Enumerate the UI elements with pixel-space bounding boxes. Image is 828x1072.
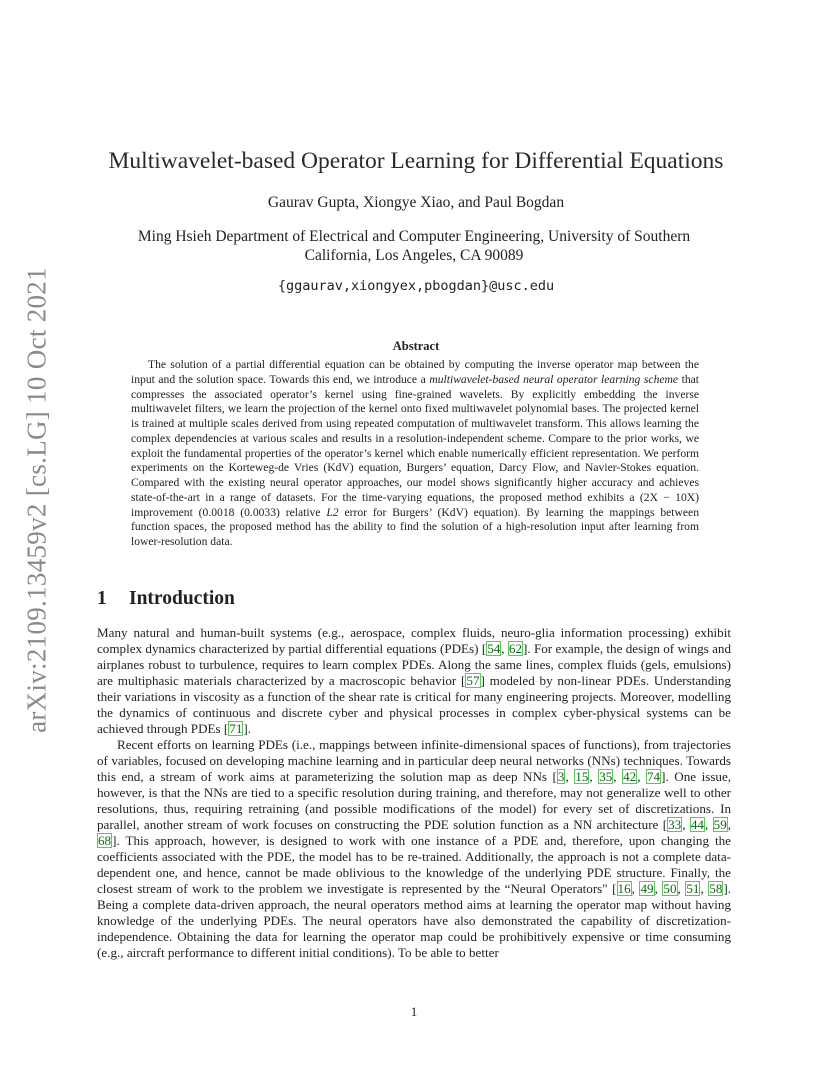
citation-link[interactable]: 15 <box>575 769 589 784</box>
arxiv-sidebar <box>21 267 52 733</box>
page-number: 1 <box>410 1004 418 1019</box>
citation-link[interactable]: 71 <box>229 721 243 736</box>
abstract-run: error for Burgers’ (KdV) equation). By learning the mappings between function spaces, the proposed method has the ability to find the solution of a high-resolution input after learning from lower-resolution data. <box>131 505 699 548</box>
affiliation-line-2: California, Los Angeles, CA 90089 <box>304 247 524 264</box>
arxiv-identifier: arXiv:2109.13459v2 [cs.LG] 10 Oct 2021 <box>21 267 52 733</box>
citation-link[interactable]: 62 <box>508 641 522 656</box>
citation-link[interactable]: 35 <box>599 769 613 784</box>
citation-link[interactable]: 50 <box>663 881 677 896</box>
intro-paragraph-2: Recent efforts on learning PDEs (i.e., mappings between infinite-dimensional spaces of functions), from trajectories of variables, focused on developing machine learning and in particular deep neural networks (NNs) techniques. Towards this end, a stream of work aims at parameterizing the solution map as deep NNs [3, 15, 35, 42, 74]. One issue, however, is that the NNs are tied to a specific resolution during training, and therefore, may not generalize well to other resolutions, thus, requiring retraining (and possible modifications of the model) for every set of discretizations. In parallel, another stream of work focuses on constructing the PDE solution function as a NN architecture [33, 44, 59, 68]. This approach, however, is designed to work with one instance of a PDE and, therefore, upon changing the coefficients associated with the PDE, the model has to be re-trained. Additionally, the approach is not a complete data-dependent one, and hence, cannot be made oblivious to the knowledge of the underlying PDE structure. Finally, the closest stream of work to the problem we investigate is represented by the “Neural Operators" [16, 49, 50, 51, 58]. Being a complete data-driven approach, the neural operators method aims at learning the operator map without having knowledge of the underlying PDEs. The neural operators have also demonstrated the capability of discretization-independence. Obtaining the data for learning the operator map could be prohibitively expensive or time consuming (e.g., aircraft performance to different initial conditions). To be able to better <box>97 737 732 960</box>
abstract-run: improvement (0.0018 (0.0033) relative <box>131 505 327 519</box>
citation-link[interactable]: 68 <box>98 833 112 848</box>
citation-link[interactable]: 59 <box>713 817 727 832</box>
citation-link[interactable]: 44 <box>690 817 704 832</box>
text-run: ] modeled by non-linear PDEs. Understanding their variations in viscosity as a function of the shear rate is critical for many engineering projects. Moreover, modelling the dynamics of continuous and discrete cyber and physical processes in complex cyber-physical systems can be achieved through PDEs [ <box>97 673 731 736</box>
citation-link[interactable]: 3 <box>557 769 565 784</box>
citation-link[interactable]: 54 <box>487 641 501 656</box>
math-improvement: (2X − 10X) <box>639 490 699 504</box>
affiliation-line-1: Ming Hsieh Department of Electrical and Computer Engineering, University of Southern <box>137 228 691 245</box>
section-number: 1 <box>97 588 107 609</box>
section-heading-introduction <box>97 588 235 610</box>
text-run: ]. This approach, however, is designed to work with one instance of a PDE and, therefore, upon changing the coefficients associated with the PDE, the model has to be re-trained. Additionally, the approach is not a complete data-dependent one, and hence, cannot be made oblivious to the knowledge of the underlying PDE structure. Finally, the closest stream of work to the problem we investigate is represented by the “Neural Operators" [ <box>97 833 731 896</box>
citation-link[interactable]: 57 <box>466 673 480 688</box>
citation-link[interactable]: 74 <box>647 769 661 784</box>
abstract-emphasis: multiwavelet-based neural operator learning scheme <box>429 372 679 386</box>
citation-link[interactable]: 49 <box>640 881 654 896</box>
text-run: ]. <box>243 721 252 736</box>
section-title: Introduction <box>129 588 235 609</box>
math-l2: L2 <box>326 505 339 519</box>
citation-link[interactable]: 58 <box>709 881 723 896</box>
abstract-text <box>131 358 699 550</box>
text-run: Recent efforts on learning PDEs (i.e., mappings between infinite-dimensional spaces of functions), from trajectories of variables, focused on developing machine learning and in particular deep neural networks (NNs) techniques. Towards this end, a stream of work aims at parameterizing the solution map as deep NNs [ <box>97 737 731 784</box>
abstract-run: The solution of a partial differential equation can be obtained by computing the inverse operator map between the input and the solution space. Towards this end, we introduce a <box>131 358 699 386</box>
introduction-body <box>97 625 731 961</box>
author-list: Gaurav Gupta, Xiongye Xiao, and Paul Bogdan <box>267 194 565 211</box>
citation-link[interactable]: 33 <box>668 817 682 832</box>
text-run: ]. For example, the design of wings and airplanes robust to turbulence, requires to learn complex PDEs. Along the same lines, complex fluids (gels, emulsions) are multiphasic materials characterized by a macroscopic behavior [ <box>97 641 732 688</box>
text-run: Many natural and human-built systems (e.g., aerospace, complex fluids, neuro-glia information processing) exhibit complex dynamics characterized by partial differential equations (PDEs) [ <box>97 625 731 656</box>
text-run: ]. Being a complete data-driven approach, the neural operators method aims at learning the operator map without having knowledge of the underlying PDEs. The neural operators have also demonstrated the capability of discretization-independence. Obtaining the data for learning the operator map could be prohibitively expensive or time consuming (e.g., aircraft performance to different initial conditions). To be able to better <box>97 881 732 960</box>
paper-title: Multiwavelet-based Operator Learning for Differential Equations <box>108 148 724 174</box>
author-email: {ggaurav,xiongyex,pbogdan}@usc.edu <box>277 278 555 294</box>
intro-paragraph-1: Many natural and human-built systems (e.g., aerospace, complex fluids, neuro-glia information processing) exhibit complex dynamics characterized by partial differential equations (PDEs) [54, 62]. For example, the design of wings and airplanes robust to turbulence, requires to learn complex PDEs. Along the same lines, complex fluids (gels, emulsions) are multiphasic materials characterized by a macroscopic behavior [57] modeled by non-linear PDEs. Understanding their variations in viscosity as a function of the shear rate is critical for many engineering projects. Moreover, modelling the dynamics of continuous and discrete cyber and physical processes in complex cyber-physical systems can be achieved through PDEs [71]. <box>97 625 732 736</box>
text-run: ]. One issue, however, is that the NNs are tied to a specific resolution during training, and therefore, may not generalize well to other resolutions, thus, requiring retraining (and possible modifications of the model) for every set of discretizations. In parallel, another stream of work focuses on constructing the PDE solution function as a NN architecture [ <box>97 769 732 832</box>
citation-link[interactable]: 51 <box>686 881 700 896</box>
citation-link[interactable]: 42 <box>623 769 637 784</box>
abstract-run: that compresses the associated operator’s kernel using fine-grained wavelets. By explicitly embedding the inverse multiwavelet filters, we learn the projection of the kernel onto fixed multiwavelet polynomial bases. The projected kernel is trained at multiple scales derived from using repeated computation of multiwavelet transform. This allows learning the complex dependencies at various scales and results in a resolution-independent scheme. Compare to the prior works, we exploit the fundamental properties of the operator’s kernel which enable numerically efficient representation. We perform experiments on the Korteweg-de Vries (KdV) equation, Burgers’ equation, Darcy Flow, and Navier-Stokes equation. Compared with the existing neural operator approaches, our model shows significantly higher accuracy and achieves state-of-the-art in a range of datasets. For the time-varying equations, the proposed method exhibits a <box>131 372 699 504</box>
affiliation <box>100 227 728 265</box>
citation-link[interactable]: 16 <box>617 881 631 896</box>
abstract-heading: Abstract <box>392 339 440 353</box>
